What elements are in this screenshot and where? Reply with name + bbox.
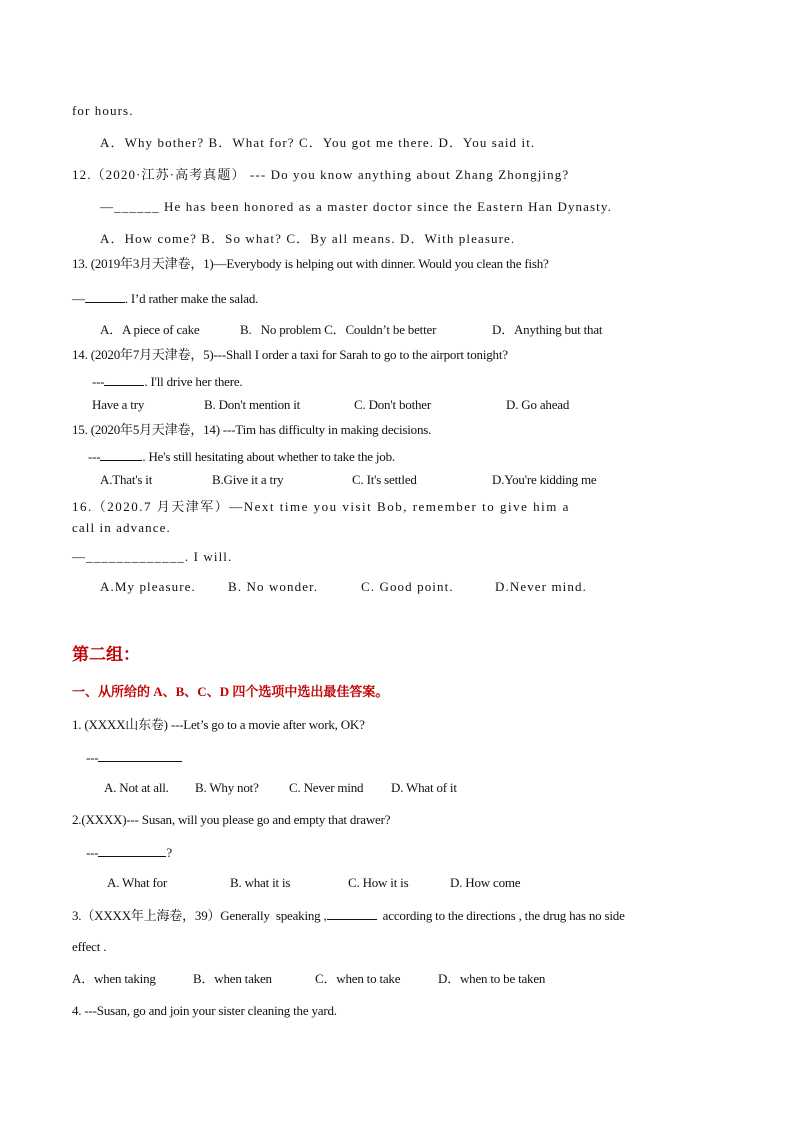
q12-options: A．How come? B．So what? C．By all means. D．With pleasure. <box>100 231 516 246</box>
q13-option-d: D．Anything but that <box>492 322 603 337</box>
q15-reply-suffix: . He's still hesitating about whether to take the job. <box>142 449 395 464</box>
q16-option-d: D.Never mind. <box>495 579 587 594</box>
q15-reply <box>88 448 395 465</box>
q13-option-bc: B. No problem C．Couldn’t be better <box>240 322 437 337</box>
q14-option-a: Have a try <box>92 397 145 412</box>
q14-option-b: B. Don't mention it <box>204 397 301 412</box>
g2-q2-reply <box>86 844 172 861</box>
g2-q1-option-d: D. What of it <box>391 780 457 795</box>
q15-option-d: D.You're kidding me <box>492 472 597 487</box>
q12-stem: 12.（2020·江苏·高考真题） --- Do you know anything about Zhang Zhongjing? <box>72 167 570 182</box>
g2-q1-stem: 1. (XXXX山东卷) ---Let’s go to a movie after work, OK? <box>72 717 365 732</box>
g2-q2-option-a: A. What for <box>107 875 168 890</box>
q15-option-c: C. It's settled <box>352 472 417 487</box>
g2-q2-stem: 2.(XXXX)--- Susan, will you please go and empty that drawer? <box>72 812 391 827</box>
q13-reply-prefix: — <box>72 291 85 306</box>
g2-q3-answer-blank[interactable] <box>327 907 377 920</box>
q12-reply: —______ He has been honored as a master doctor since the Eastern Han Dynasty. <box>100 199 613 214</box>
g2-q4-stem: 4. ---Susan, go and join your sister cleaning the yard. <box>72 1003 337 1018</box>
group2-heading: 第二组： <box>72 645 140 664</box>
q16-stem-line1: 16.（2020.7 月天津军）—Next time you visit Bob, remember to give him a <box>72 499 570 514</box>
g2-q2-option-d: D. How come <box>450 875 521 890</box>
q13-reply-suffix: . I’d rather make the salad. <box>124 291 259 306</box>
q14-reply-prefix: --- <box>92 374 105 389</box>
g2-q2-option-c: C. How it is <box>348 875 409 890</box>
g2-q3-stem-prefix: 3.（XXXX年上海卷，39）Generally speaking , <box>72 908 327 923</box>
g2-q1-option-b: B. Why not? <box>195 780 259 795</box>
q15-reply-prefix: --- <box>88 449 101 464</box>
g2-q1-option-a: A. Not at all. <box>104 780 169 795</box>
q14-option-c: C. Don't bother <box>354 397 431 412</box>
g2-q2-reply-suffix: ? <box>166 845 172 860</box>
q16-option-c: C. Good point. <box>361 579 454 594</box>
q13-stem: 13. (2019年3月天津卷，1)—Everybody is helping out with dinner. Would you clean the fish? <box>72 256 549 271</box>
group2-instruction: 一、从所给的 A、B、C、D 四个选项中选出最佳答案。 <box>72 684 389 699</box>
g2-q3-option-b: B．when taken <box>193 971 272 986</box>
g2-q1-option-c: C. Never mind <box>289 780 364 795</box>
q16-option-b: B. No wonder. <box>228 579 319 594</box>
g2-q1-reply <box>86 749 182 766</box>
q16-option-a: A.My pleasure. <box>100 579 196 594</box>
g2-q3-option-a: A．when taking <box>72 971 156 986</box>
q15-option-b: B.Give it a try <box>212 472 284 487</box>
g2-q2-reply-prefix: --- <box>86 845 99 860</box>
g2-q3-option-c: C．when to take <box>315 971 401 986</box>
q16-stem-line2: call in advance. <box>72 520 171 535</box>
q14-stem: 14. (2020年7月天津卷，5)---Shall I order a taxi for Sarah to go to the airport tonight? <box>72 347 508 362</box>
q14-reply-suffix: . I'll drive her there. <box>144 374 243 389</box>
g2-q3-stem <box>72 907 625 924</box>
g2-q2-option-b: B. what it is <box>230 875 291 890</box>
q14-option-d: D. Go ahead <box>506 397 570 412</box>
q13-option-a: A．A piece of cake <box>100 322 200 337</box>
g2-q2-answer-blank[interactable] <box>98 844 166 857</box>
g2-q3-stem-line2: effect . <box>72 939 107 954</box>
q16-reply: —_____________. I will. <box>72 549 233 564</box>
q14-reply <box>92 373 242 390</box>
q13-reply <box>72 290 258 307</box>
g2-q1-answer-blank[interactable] <box>98 749 182 762</box>
g2-q3-stem-suffix: according to the directions , the drug has no side <box>376 908 625 923</box>
q11-options: A．Why bother? B．What for? C．You got me there. D．You said it. <box>100 135 536 150</box>
g2-q1-reply-prefix: --- <box>86 750 99 765</box>
q13-answer-blank[interactable] <box>85 290 125 303</box>
q14-answer-blank[interactable] <box>104 373 144 386</box>
q15-answer-blank[interactable] <box>100 448 142 461</box>
g2-q3-option-d: D．when to be taken <box>438 971 546 986</box>
q15-stem: 15. (2020年5月天津卷，14) ---Tim has difficulty in making decisions. <box>72 422 432 437</box>
q11-tail-text: for hours. <box>72 103 134 118</box>
q15-option-a: A.That's it <box>100 472 153 487</box>
